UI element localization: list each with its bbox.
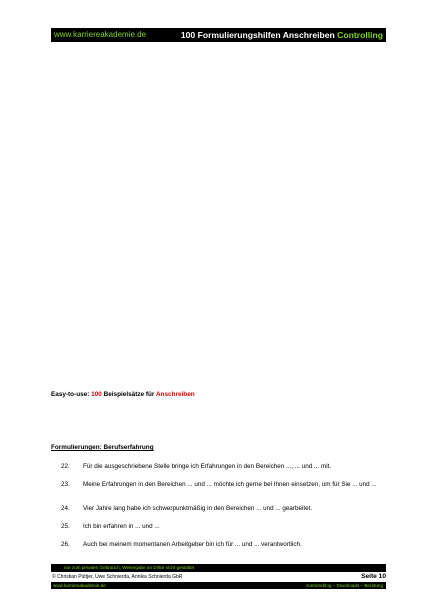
intro-highlight: Anschreiben bbox=[155, 391, 195, 398]
item-number: 26. bbox=[61, 541, 70, 548]
header-bar bbox=[51, 28, 386, 42]
page-number: Seite 10 bbox=[361, 573, 386, 580]
footer-bottom-bar bbox=[51, 582, 386, 589]
footer-links[interactable]: Karriereblog – Downloads – Beratung bbox=[306, 583, 383, 588]
footer-site-link[interactable]: www.karriereakademie.de bbox=[53, 583, 106, 588]
item-text: Auch bei meinem momentanen Arbeitgeber bin ich für ... und ... verantwortlich. bbox=[83, 541, 302, 548]
footer-note-bar bbox=[51, 564, 386, 572]
intro-middle: Beispielsätze für bbox=[103, 391, 155, 398]
footer-note: nur zum privaten Gebrauch, Weitergabe an Dritte nicht gestattet bbox=[64, 565, 195, 570]
intro-line bbox=[51, 390, 195, 399]
header-title bbox=[181, 28, 383, 42]
item-text: Für die ausgeschriebene Stelle bringe ich Erfahrungen in den Bereichen ..., ... und ... mit. bbox=[83, 463, 332, 470]
section-title: Formulierungen: Berufserfahrung bbox=[51, 444, 154, 451]
footer-copyright: © Christian Püttjer, Uwe Schnierda, Annika Schnierda GbR bbox=[52, 574, 183, 580]
item-text: Meine Erfahrungen in den Bereichen ... und ... möchte ich gerne bei Ihnen einsetzen, um für Sie ... und ... bbox=[83, 481, 377, 488]
header-site-link[interactable]: www.karriereakademie.de bbox=[54, 30, 147, 39]
item-number: 25. bbox=[61, 523, 70, 530]
intro-number: 100 bbox=[91, 391, 102, 398]
item-number: 23. bbox=[61, 481, 70, 488]
item-text: Vier Jahre lang habe ich schwerpunktmäßig in den Bereichen ... und ... gearbeitet. bbox=[83, 505, 313, 512]
item-number: 22. bbox=[61, 463, 70, 470]
intro-prefix: Easy-to-use: bbox=[51, 391, 90, 398]
header-title-main: 100 Formulierungshilfen Anschreiben bbox=[180, 30, 335, 40]
header-title-accent: Controlling bbox=[337, 30, 383, 40]
item-number: 24. bbox=[61, 505, 70, 512]
item-text: Ich bin erfahren in ... und ... bbox=[83, 523, 160, 530]
